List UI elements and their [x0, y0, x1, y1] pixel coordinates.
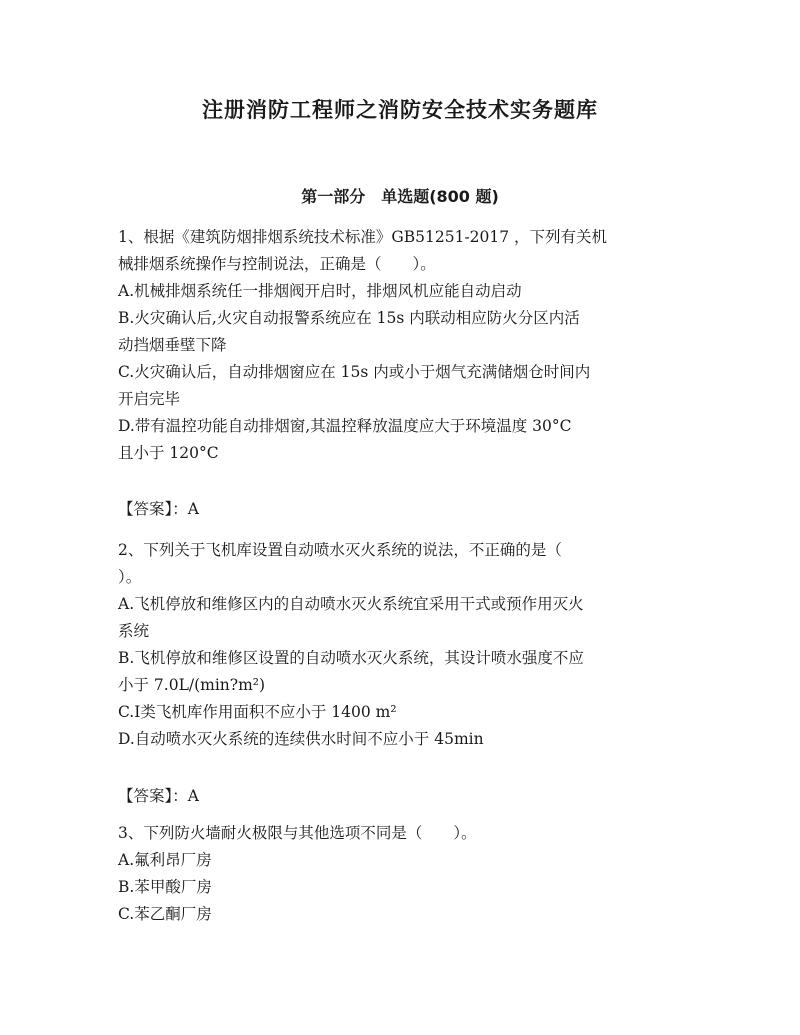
question-1-option-b: 动挡烟垂壁下降	[118, 336, 227, 354]
document-title: 注册消防工程师之消防安全技术实务题库	[202, 98, 598, 122]
question-3-option-b: B.苯甲酸厂房	[118, 878, 212, 896]
question-2-stem: 2、下列关于飞机库设置自动喷水灭火系统的说法，不正确的是（	[118, 541, 562, 559]
question-2-option-c: C.Ⅰ类飞机库作用面积不应小于 1400 m²	[118, 703, 397, 721]
question-2-stem: ）。	[118, 568, 142, 586]
question-3-option-c: C.苯乙酮厂房	[118, 905, 212, 923]
question-1-option-c: C.火灾确认后，自动排烟窗应在 15s 内或小于烟气充满储烟仓时间内	[118, 363, 591, 381]
question-2-option-a: A.飞机停放和维修区内的自动喷水灭火系统宜采用干式或预作用灭火	[118, 595, 584, 613]
section-heading: 第一部分 单选题(800 题)	[301, 187, 499, 206]
question-1-option-b: B.火灾确认后,火灾自动报警系统应在 15s 内联动相应防火分区内活	[118, 309, 580, 327]
question-1-option-a: A.机械排烟系统任一排烟阀开启时，排烟风机应能自动启动	[118, 282, 522, 300]
question-1-stem: 1、根据《建筑防烟排烟系统技术标准》GB51251-2017 ，下列有关机	[118, 228, 608, 246]
question-3-stem: 3、下列防火墙耐火极限与其他选项不同是（ ）。	[118, 824, 477, 842]
question-1-option-c: 开启完毕	[118, 390, 181, 408]
question-3-option-a: A.氟利昂厂房	[118, 851, 212, 869]
question-2-option-b: B.飞机停放和维修区设置的自动喷水灭火系统，其设计喷水强度不应	[118, 649, 584, 667]
question-2-option-d: D.自动喷水灭火系统的连续供水时间不应小于 45min	[118, 730, 484, 748]
question-1-stem: 械排烟系统操作与控制说法，正确是（ ）。	[118, 255, 436, 273]
question-1-option-d: 且小于 120°C	[118, 444, 219, 462]
question-1-option-d: D.带有温控功能自动排烟窗,其温控释放温度应大于环境温度 30°C	[118, 417, 572, 435]
question-2-option-b: 小于 7.0L/(min?m²)	[118, 676, 266, 694]
question-2-option-a: 系统	[118, 622, 150, 640]
question-2-answer: 【答案】：A	[118, 787, 199, 805]
question-1-answer: 【答案】：A	[118, 500, 199, 518]
